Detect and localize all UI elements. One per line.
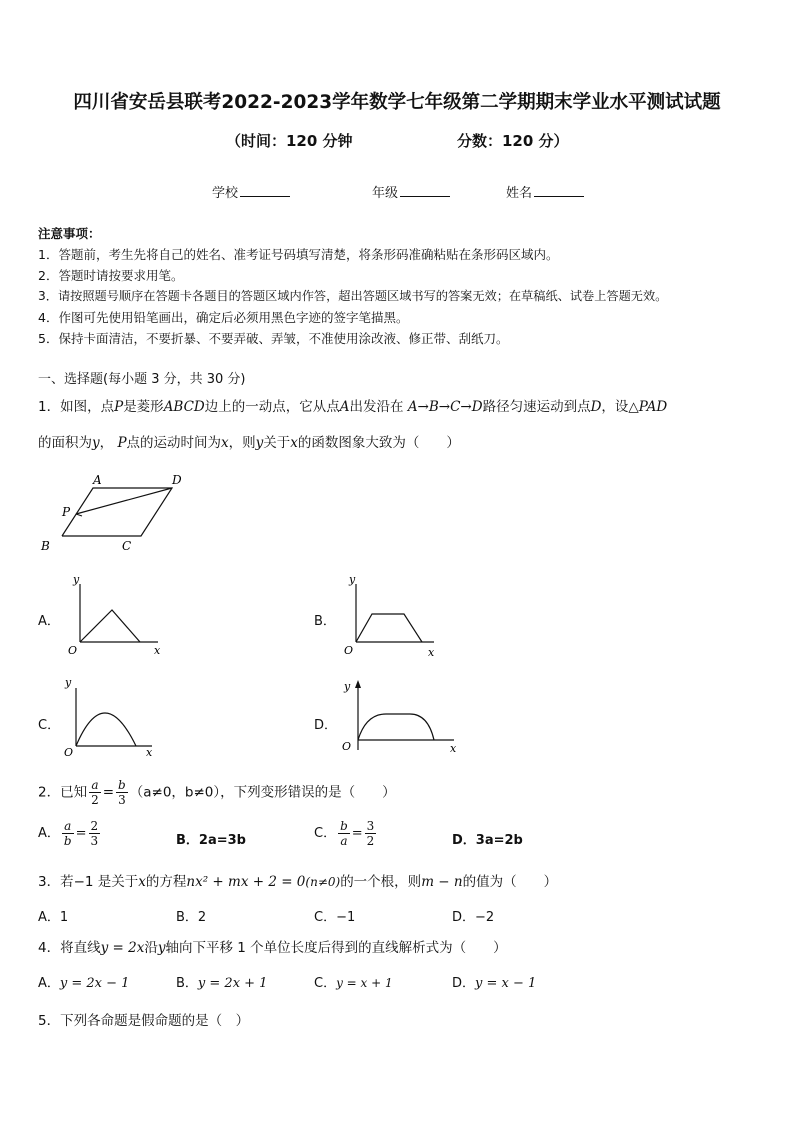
school-label: 学校: [212, 186, 239, 201]
q1-option-b[interactable]: B．: [314, 614, 336, 629]
graph-option-c: [60, 672, 170, 760]
q2-option-d[interactable]: D．3a=2b: [452, 833, 523, 848]
svg-text:O: O: [64, 746, 74, 759]
q1-option-a[interactable]: A．: [38, 614, 60, 629]
q4-option-c[interactable]: C．y = x + 1: [314, 976, 393, 991]
name-field[interactable]: [506, 182, 584, 201]
page-title: 四川省安岳县联考2022-2023学年数学七年级第二学期期末学业水平测试试题: [73, 92, 721, 113]
q3-option-d[interactable]: D．−2: [452, 910, 495, 925]
q2-option-c[interactable]: C． $\frac{b}{a}$ = $\frac{3}{2}$: [314, 819, 375, 848]
svg-text:x: x: [146, 746, 153, 759]
grade-field[interactable]: [372, 182, 450, 201]
school-blank[interactable]: [240, 184, 290, 197]
q3-option-c[interactable]: C．−1: [314, 910, 356, 925]
svg-text:y: y: [349, 573, 356, 586]
rhombus-figure: [38, 470, 198, 555]
svg-text:x: x: [450, 742, 457, 755]
graph-option-d: [336, 676, 466, 766]
question-2-stem: 2．已知 $\frac{a}{2}$ = $\frac{b}{3}$ （a≠0，b≠0），下列变形错误的是（ ）: [38, 778, 396, 807]
name-label: 姓名: [506, 186, 533, 201]
svg-text:x: x: [428, 646, 435, 659]
vertex-label-a: A: [93, 473, 102, 487]
grade-label: 年级: [372, 186, 399, 201]
vertex-label-b: B: [41, 539, 50, 553]
q1-option-c[interactable]: C．: [38, 718, 61, 733]
school-field[interactable]: [212, 182, 290, 201]
notice-item: 4．作图可先使用铅笔画出，确定后必须用黑色字迹的签字笔描黑。: [38, 310, 409, 325]
svg-text:y: y: [344, 680, 351, 693]
question-3-stem: 3．若−1 是关于x的方程nx² + mx + 2 = 0(n≠0)的一个根，则m − n的值为（ ）: [38, 874, 558, 890]
svg-text:O: O: [68, 644, 78, 657]
grade-blank[interactable]: [400, 184, 450, 197]
q3-option-b[interactable]: B．2: [176, 910, 207, 925]
notice-item: 3．请按照题号顺序在答题卡各题目的答题区域内作答，超出答题区域书写的答案无效；在草稿纸、试卷上答题无效。: [38, 289, 668, 303]
notice-item: 1．答题前，考生先将自己的姓名、准考证号码填写清楚，将条形码准确粘贴在条形码区域内。: [38, 247, 559, 262]
vertex-label-d: D: [172, 473, 182, 487]
question-5-stem: 5．下列各命题是假命题的是（ ）: [38, 1013, 250, 1029]
q1-option-d[interactable]: D．: [314, 718, 338, 733]
time-limit: （时间：120 分钟: [226, 132, 353, 150]
svg-text:x: x: [154, 644, 161, 657]
vertex-label-c: C: [122, 539, 132, 553]
q2-option-b[interactable]: B．2a=3b: [176, 833, 246, 848]
graph-option-b: [336, 570, 446, 660]
name-blank[interactable]: [534, 184, 584, 197]
notice-item: 5．保持卡面清洁，不要折暴、不要弄破、弄皱，不准使用涂改液、修正带、刮纸刀。: [38, 331, 509, 346]
vertex-label-p: P: [62, 505, 71, 519]
svg-text:y: y: [73, 573, 80, 586]
section-heading: 一、选择题(每小题 3 分，共 30 分): [38, 372, 246, 387]
question-1-line-2: 的面积为y， P点的运动时间为x，则y关于x的函数图象大致为（ ）: [38, 435, 460, 451]
q4-option-d[interactable]: D．y = x − 1: [452, 976, 537, 991]
question-1-line-1: 1．如图，点P是菱形ABCD边上的一动点，它从点A出发沿在 A→B→C→D路径匀速运动到点D，设△PAD: [38, 399, 668, 415]
q3-option-a[interactable]: A．1: [38, 910, 69, 925]
graph-option-a: [60, 570, 170, 658]
question-4-stem: 4．将直线y = 2x沿y轴向下平移 1 个单位长度后得到的直线解析式为（ ）: [38, 940, 507, 956]
q4-option-b[interactable]: B．y = 2x + 1: [176, 976, 268, 991]
total-score: 分数：120 分）: [457, 132, 569, 150]
svg-text:O: O: [342, 740, 352, 753]
svg-text:O: O: [344, 644, 354, 657]
svg-text:y: y: [65, 676, 72, 689]
notice-item: 2．答题时请按要求用笔。: [38, 268, 184, 283]
q4-option-a[interactable]: A．y = 2x − 1: [38, 976, 130, 991]
q2-option-a[interactable]: A． $\frac{a}{b}$ = $\frac{2}{3}$: [38, 819, 99, 848]
notice-title: 注意事项：: [38, 226, 101, 241]
